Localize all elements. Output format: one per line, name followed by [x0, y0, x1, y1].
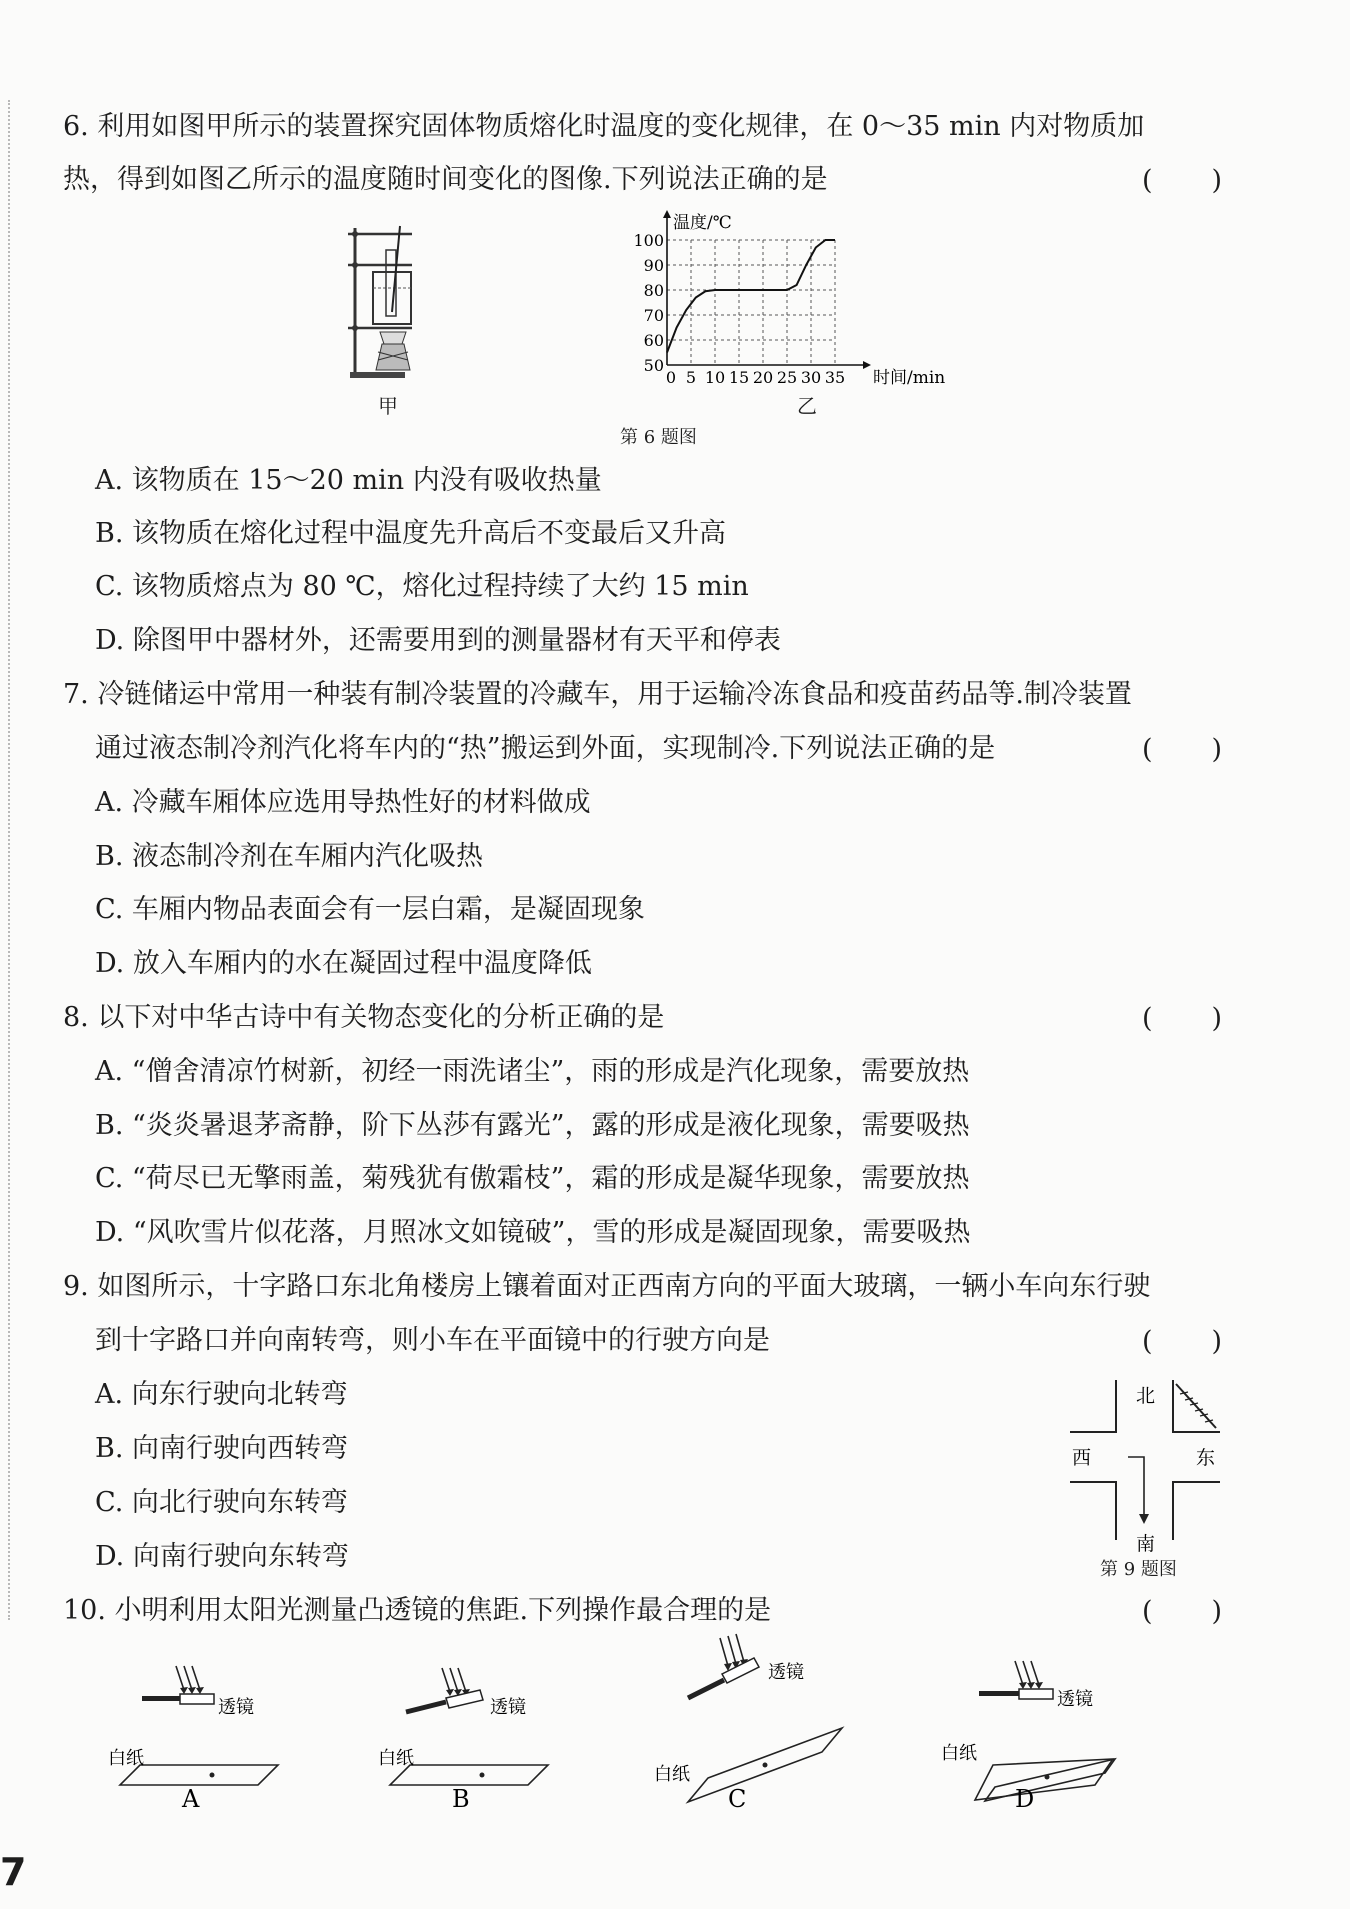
q10-line1: 10. 小明利用太阳光测量凸透镜的焦距.下列操作最合理的是 — [63, 1595, 772, 1626]
q10-answer-paren[interactable] — [1142, 1596, 1222, 1627]
y-axis-label: 温度/℃ — [673, 213, 732, 233]
x-tick-label: 35 — [824, 368, 846, 387]
q9-option-d[interactable]: D. 向南行驶向东转弯 — [95, 1541, 349, 1572]
q8-option-b[interactable]: B. “炎炎暑退茅斋静，阶下丛莎有露光”，露的形成是液化现象，需要吸热 — [95, 1110, 970, 1141]
choice-letter: A — [182, 1785, 200, 1810]
lens-label: 透镜 — [768, 1662, 804, 1683]
y-tick-label: 60 — [643, 331, 664, 350]
fig6-caption: 第 6 题图 — [620, 427, 697, 448]
paren-open: ( — [1142, 165, 1153, 196]
q9-line1: 9. 如图所示，十字路口东北角楼房上镶着面对正西南方向的平面大玻璃，一辆小车向东行驶 — [63, 1271, 1151, 1302]
q9-line2: 到十字路口并向南转弯，则小车在平面镜中的行驶方向是 — [95, 1325, 770, 1356]
x-tick-label: 25 — [776, 368, 798, 387]
x-tick-label: 0 — [665, 368, 677, 387]
fig6-jia-label: 甲 — [378, 394, 398, 418]
q6-option-a[interactable]: A. 该物质在 15～20 min 内没有吸收热量 — [95, 465, 602, 496]
q6-line2: 热，得到如图乙所示的温度随时间变化的图像.下列说法正确的是 — [63, 164, 828, 195]
q7-option-d[interactable]: D. 放入车厢内的水在凝固过程中温度降低 — [95, 948, 592, 979]
q10-setup-a[interactable] — [100, 1660, 300, 1810]
paren-close: ) — [1211, 165, 1222, 196]
paren-open: ( — [1142, 1596, 1153, 1627]
fig9-crossroad — [1068, 1372, 1228, 1552]
paren-close: ) — [1211, 1003, 1222, 1034]
y-tick-label: 100 — [633, 231, 664, 250]
q8-option-a[interactable]: A. “僧舍清凉竹树新，初经一雨洗诸尘”，雨的形成是汽化现象，需要放热 — [95, 1056, 970, 1087]
margin-dotted-line — [8, 100, 10, 1620]
paper-label: 白纸 — [941, 1743, 977, 1764]
x-axis-label: 时间/min — [873, 368, 946, 388]
q7-option-a[interactable]: A. 冷藏车厢体应选用导热性好的材料做成 — [95, 787, 591, 818]
paren-open: ( — [1142, 1326, 1153, 1357]
q9-option-c[interactable]: C. 向北行驶向东转弯 — [95, 1487, 348, 1518]
q6-option-c[interactable]: C. 该物质熔点为 80 ℃，熔化过程持续了大约 15 min — [95, 571, 749, 602]
q6-line1: 6. 利用如图甲所示的装置探究固体物质熔化时温度的变化规律，在 0～35 min 内对物质加 — [63, 111, 1145, 142]
y-tick-label: 70 — [643, 306, 664, 325]
x-tick-label: 5 — [685, 368, 697, 387]
page-number: 7 — [0, 1850, 27, 1894]
fig9-south-label: 南 — [1136, 1533, 1156, 1552]
y-tick-label: 50 — [643, 356, 664, 375]
q6-answer-paren[interactable] — [1142, 165, 1222, 196]
paren-open: ( — [1142, 734, 1153, 765]
q10-setup-c[interactable] — [650, 1630, 860, 1810]
y-axis-arrow — [663, 210, 671, 218]
choice-letter: B — [452, 1785, 470, 1810]
fig9-east-label: 东 — [1196, 1447, 1216, 1469]
fig6-temperature-chart — [615, 210, 995, 390]
q8-line1: 8. 以下对中华古诗中有关物态变化的分析正确的是 — [63, 1002, 665, 1033]
paren-close: ) — [1211, 1326, 1222, 1357]
fig9-caption: 第 9 题图 — [1100, 1559, 1177, 1580]
q7-option-b[interactable]: B. 液态制冷剂在车厢内汽化吸热 — [95, 841, 484, 872]
paper-label: 白纸 — [654, 1764, 690, 1785]
q6-option-d[interactable]: D. 除图甲中器材外，还需要用到的测量器材有天平和停表 — [95, 625, 781, 656]
q6-option-b[interactable]: B. 该物质在熔化过程中温度先升高后不变最后又升高 — [95, 518, 727, 549]
lens-label: 透镜 — [1057, 1689, 1093, 1710]
paren-open: ( — [1142, 1003, 1153, 1034]
q8-option-d[interactable]: D. “风吹雪片似花落，月照冰文如镜破”，雪的形成是凝固现象，需要吸热 — [95, 1217, 971, 1248]
q9-option-b[interactable]: B. 向南行驶向西转弯 — [95, 1433, 349, 1464]
q7-line2: 通过液态制冷剂汽化将车内的“热”搬运到外面，实现制冷.下列说法正确的是 — [95, 733, 996, 764]
q7-line1: 7. 冷链储运中常用一种装有制冷装置的冷藏车，用于运输冷冻食品和疫苗药品等.制冷装置 — [63, 679, 1132, 710]
temperature-curve — [667, 240, 835, 353]
x-tick-label: 15 — [728, 368, 750, 387]
paper-label: 白纸 — [108, 1748, 144, 1769]
choice-letter: C — [728, 1785, 747, 1810]
fig9-north-label: 北 — [1136, 1385, 1156, 1407]
fig9-west-label: 西 — [1072, 1447, 1092, 1469]
paren-close: ) — [1211, 734, 1222, 765]
y-tick-label: 90 — [643, 256, 664, 275]
paper-label: 白纸 — [378, 1748, 414, 1769]
fig6-yi-label: 乙 — [797, 394, 817, 418]
choice-letter: D — [1015, 1785, 1035, 1810]
x-tick-label: 20 — [752, 368, 774, 387]
y-tick-label: 80 — [643, 281, 664, 300]
q7-option-c[interactable]: C. 车厢内物品表面会有一层白霜，是凝固现象 — [95, 894, 645, 925]
q7-answer-paren[interactable] — [1142, 734, 1222, 765]
q10-setup-b[interactable] — [370, 1660, 570, 1810]
fig6-apparatus — [340, 220, 430, 410]
q10-setup-d[interactable] — [935, 1655, 1135, 1810]
lens-label: 透镜 — [218, 1697, 254, 1718]
q8-option-c[interactable]: C. “荷尽已无擎雨盖，菊残犹有傲霜枝”，霜的形成是凝华现象，需要放热 — [95, 1163, 970, 1194]
q9-option-a[interactable]: A. 向东行驶向北转弯 — [95, 1379, 348, 1410]
paren-close: ) — [1211, 1596, 1222, 1627]
q9-answer-paren[interactable] — [1142, 1326, 1222, 1357]
q8-answer-paren[interactable] — [1142, 1003, 1222, 1034]
lens-label: 透镜 — [490, 1697, 526, 1718]
x-tick-label: 10 — [704, 368, 726, 387]
x-axis-arrow — [863, 361, 871, 369]
x-tick-label: 30 — [800, 368, 822, 387]
